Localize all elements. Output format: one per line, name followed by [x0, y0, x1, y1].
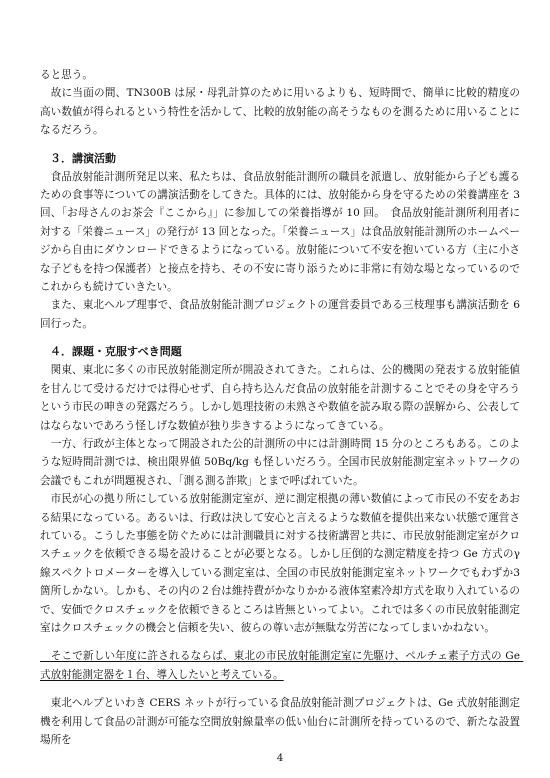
page-body	[40, 0, 524, 778]
section-heading: ３．講演活動	[50, 151, 116, 165]
paragraph: 市民が心の拠り所にしている放射能測定室が、逆に測定根拠の薄い数値によって市民の不安をあおる結果になっている。あるいは、行政は決して安心と言えるような数値を提供出来ない状態で運営されている。こうした事態を防ぐためには計測職員に対する技術講習と共に、市民放射能測定室がクロスチェックを依頼できる場を設けることが必要となる。しかし圧倒的な測定精度を持つ Ge 方式のγ線スペクトロメーターを導入している測定室は、全国の市民放射能測定室ネットワークでもわずか3箇所しかない。しかも、その内の２台は維持費がかなりかかる液体窒素冷却方式を取り入れているので、安価でクロスチェックを依頼できるところは皆無といってよい。これでは多くの市民放射能測定室はクロスチェックの機会と信頼を失い、彼らの尊い志が無駄な労苦になってしまいかねない。	[40, 493, 520, 634]
spacer	[40, 140, 520, 150]
underlined-paragraph: そこで新しい年度に許されるならば、東北の市民放射能測定室に先駆け、ペルチェ素子方式の Ge 式放射能測定器を１台、導入したいと考えている。	[40, 650, 524, 681]
spacer	[40, 637, 520, 647]
paragraph: 関東、東北に多くの市民放射能測定所が開設されてきた。これらは、公的機関の発表する放射能値を甘んじて受けるだけでは得心せず、自ら持ち込んだ食品の放射能を計測することでその身を守ろうという市民の呻きの発露だろう。しかし処理技術の未熟さや数値を読み取る際の誤解から、公表してはならないであろう怪しげな数値が独り歩きするようになってきている。	[40, 364, 520, 432]
paragraph: ると思う。	[40, 69, 93, 81]
document-content	[40, 0, 524, 749]
paragraph: 故に当面の間、TN300B は尿・母乳計算のために用いるよりも、短時間で、簡単に比較的精度の高い数値が得られるという特性を活かして、比較的放射能の高そうなものを測るために用いることになるだろう。	[40, 87, 520, 137]
paragraph: 東北ヘルプといわき CERS ネットが行っている食品放射能計測プロジェクトは、Ge 式放射能測定機を利用して食品の計測が可能な空間放射線量率の低い仙台に計測所を持っているので、新たな設置場所を	[40, 697, 520, 746]
section-heading: ４．課題・克服すべき問題	[50, 345, 182, 359]
paragraph: 一方、行政が主体となって開設された公的計測所の中には計測時間 15 分のところもある。このような短時間計測では、検出限界値 50Bq/kg も怪しいだろう。全国市民放射能測定室ネットワークの会議でもこれが問題視され、「測る測る詐欺」とまで呼ばれていた。	[40, 437, 520, 487]
spacer	[40, 684, 520, 694]
page-number: 4	[276, 753, 284, 764]
paragraph: 食品放射能計測所発足以来、私たちは、食品放射能計測所の職員を派遣し、放射能から子ども護るための食事等についての講演活動をしてきた。具体的には、放射能から身を守るための栄養講座を 3 回、「お母さんのお茶会『ここから』」に参加しての栄養指導が 10 回。 食品放射能計測所利用者に対する「栄養ニュース」の発行が 13 回となった。「栄養ニュース」は食品放射能計測所のホームページから自由にダウンロードできるようになっている。放射能について不安を抱いている方（主に小さな子どもを持つ保護者）と接点を持ち、その不安に寄り添うために非常に有効な場となっているのでこれからも続けていきたい。	[40, 170, 524, 294]
paragraph: また、東北ヘルプ理事で、食品放射能計測プロジェクトの運営委員である三枝理事も講演活動を 6 回行った。	[40, 299, 524, 330]
spacer	[40, 333, 520, 343]
